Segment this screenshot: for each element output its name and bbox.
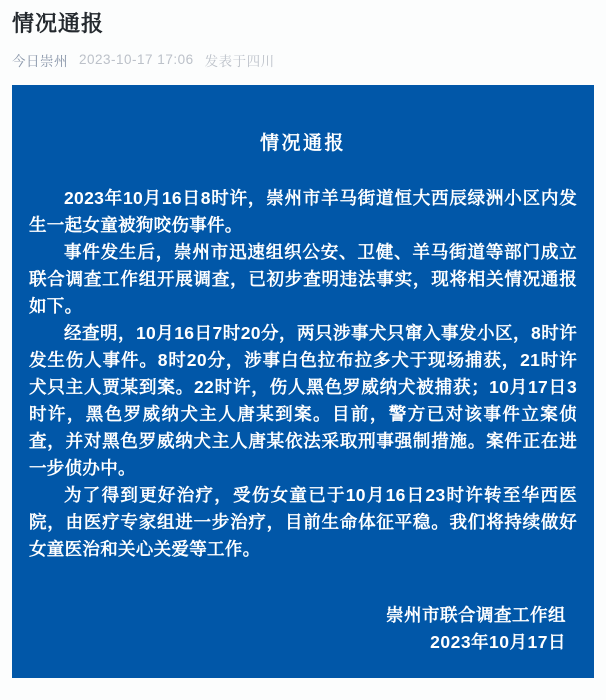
notice-signature <box>29 602 577 656</box>
article-title: 情况通报 <box>12 11 105 36</box>
notice-heading: 情况通报 <box>259 132 346 154</box>
signature-date: 2023年10月17日 <box>430 631 566 652</box>
publish-timestamp: 2023-10-17 17:06 <box>79 52 194 68</box>
notice-paragraph: 事件发生后，崇州市迅速组织公安、卫健、羊马街道等部门成立联合调查工作组开展调查，已初步查明违法事实，现将相关情况通报如下。 <box>29 241 577 316</box>
notice-image[interactable] <box>12 85 594 678</box>
signature-org: 崇州市联合调查工作组 <box>386 604 566 625</box>
byline <box>12 50 592 70</box>
account-name-link[interactable]: 今日崇州 <box>12 53 68 69</box>
notice-body <box>29 185 577 563</box>
article-header <box>0 0 606 70</box>
notice-paragraph: 2023年10月16日8时许，崇州市羊马街道恒大西辰绿洲小区内发生一起女童被狗咬伤事件。 <box>29 187 577 235</box>
notice-paragraph: 经查明，10月16日7时20分，两只涉事犬只窜入事发小区，8时许发生伤人事件。8时20分，涉事白色拉布拉多犬于现场捕获，21时许犬只主人贾某到案。22时许，伤人黑色罗威纳犬被捕获；10月17日3时许，黑色罗威纳犬主人唐某到案。目前，警方已对该事件立案侦查，并对黑色罗威纳犬主人唐某依法采取刑事强制措施。案件正在进一步侦办中。 <box>29 322 577 478</box>
publish-location: 发表于四川 <box>204 53 275 69</box>
notice-paragraph: 为了得到更好治疗，受伤女童已于10月16日23时许转至华西医院，由医疗专家组进一步治疗，目前生命体征平稳。我们将持续做好女童医治和关心关爱等工作。 <box>29 484 577 559</box>
